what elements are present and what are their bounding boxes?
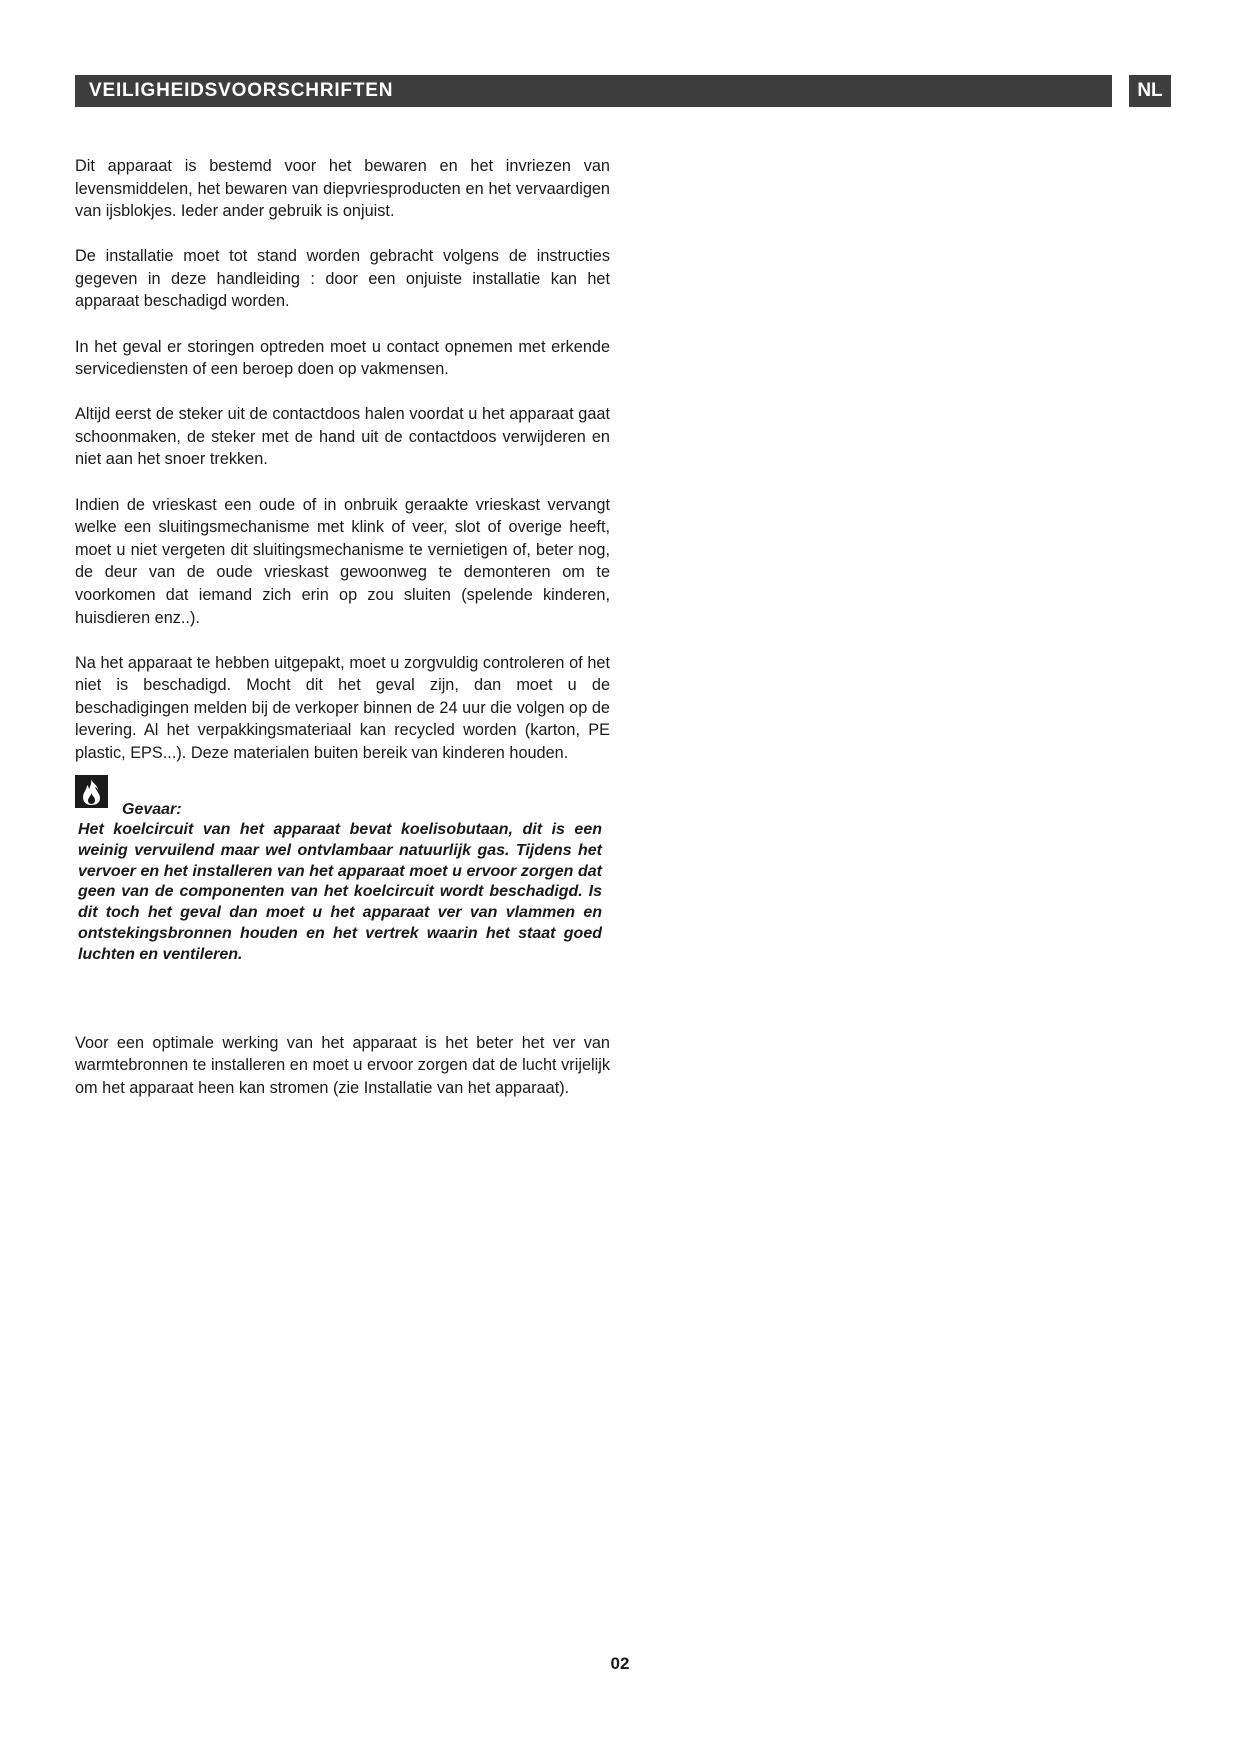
document-body [75,155,610,1122]
section-header-bar [75,75,1112,107]
page-number: 02 [610,1654,630,1673]
paragraph-unpacking: Na het apparaat te hebben uitgepakt, moet u zorgvuldig controleren of het niet is beschadigd. Mocht dit het geval zijn, dan moet u de beschadigingen melden bij de verkoper binnen de 24 uur die volgen op de levering. Al het verpakkingsmateriaal kan recycled worden (karton, PE plastic, EPS...). Deze materialen buiten bereik van kinderen houden. [75,653,610,762]
warning-text: Het koelcircuit van het apparaat bevat koelisobutaan, dit is een weinig vervuilend maar wel ontvlambaar natuurlijk gas. Tijdens het vervoer en het installeren van het apparaat moet u ervoor zorgen dat geen van de componenten van het koelcircuit wordt beschadigd. Is dit toch het geval dan moet u het apparaat ver van vlammen en ontstekingsbronnen houden en het vertrek waarin het staat goed luchten en ventileren. [78,821,602,963]
paragraph-ventilation: Voor een optimale werking van het apparaat is het beter het ver van warmtebronnen te installeren en moet u ervoor zorgen dat de lucht vrijelijk om het apparaat heen kan stromen (zie Installatie van het apparaat). [75,1033,610,1097]
paragraph-installation: De installatie moet tot stand worden gebracht volgens de instructies gegeven in deze handleiding : door een onjuiste installatie kan het apparaat beschadigd worden. [75,247,610,311]
warning-title: Gevaar: [122,801,182,819]
paragraph-service: In het geval er storingen optreden moet u contact opnemen met erkende servicediensten of een beroep doen op vakmensen. [75,337,610,379]
language-badge: NL [1129,75,1171,107]
fire-icon [75,775,108,808]
section-title: VEILIGHEIDSVOORSCHRIFTEN [89,80,394,101]
danger-warning [75,787,602,966]
paragraph-intended-use: Dit apparaat is bestemd voor het bewaren en het invriezen van levensmiddelen, het bewaren van diepvriesproducten en het vervaardigen van ijsblokjes. Ieder ander gebruik is onjuist. [75,157,610,221]
paragraph-old-appliance: Indien de vrieskast een oude of in onbruik geraakte vrieskast vervangt welke een sluitingsmechanisme met klink of veer, slot of overige heeft, moet u niet vergeten dit sluitingsmechanisme te vernietigen of, beter nog, de deur van de oude vrieskast gewoonweg te demonteren om te voorkomen dat iemand zich erin op zou sluiten (spelende kinderen, huisdieren enz..). [75,495,610,627]
paragraph-cleaning: Altijd eerst de steker uit de contactdoos halen voordat u het apparaat gaat schoonmaken, de steker met de hand uit de contactdoos verwijderen en niet aan het snoer trekken. [75,405,610,469]
